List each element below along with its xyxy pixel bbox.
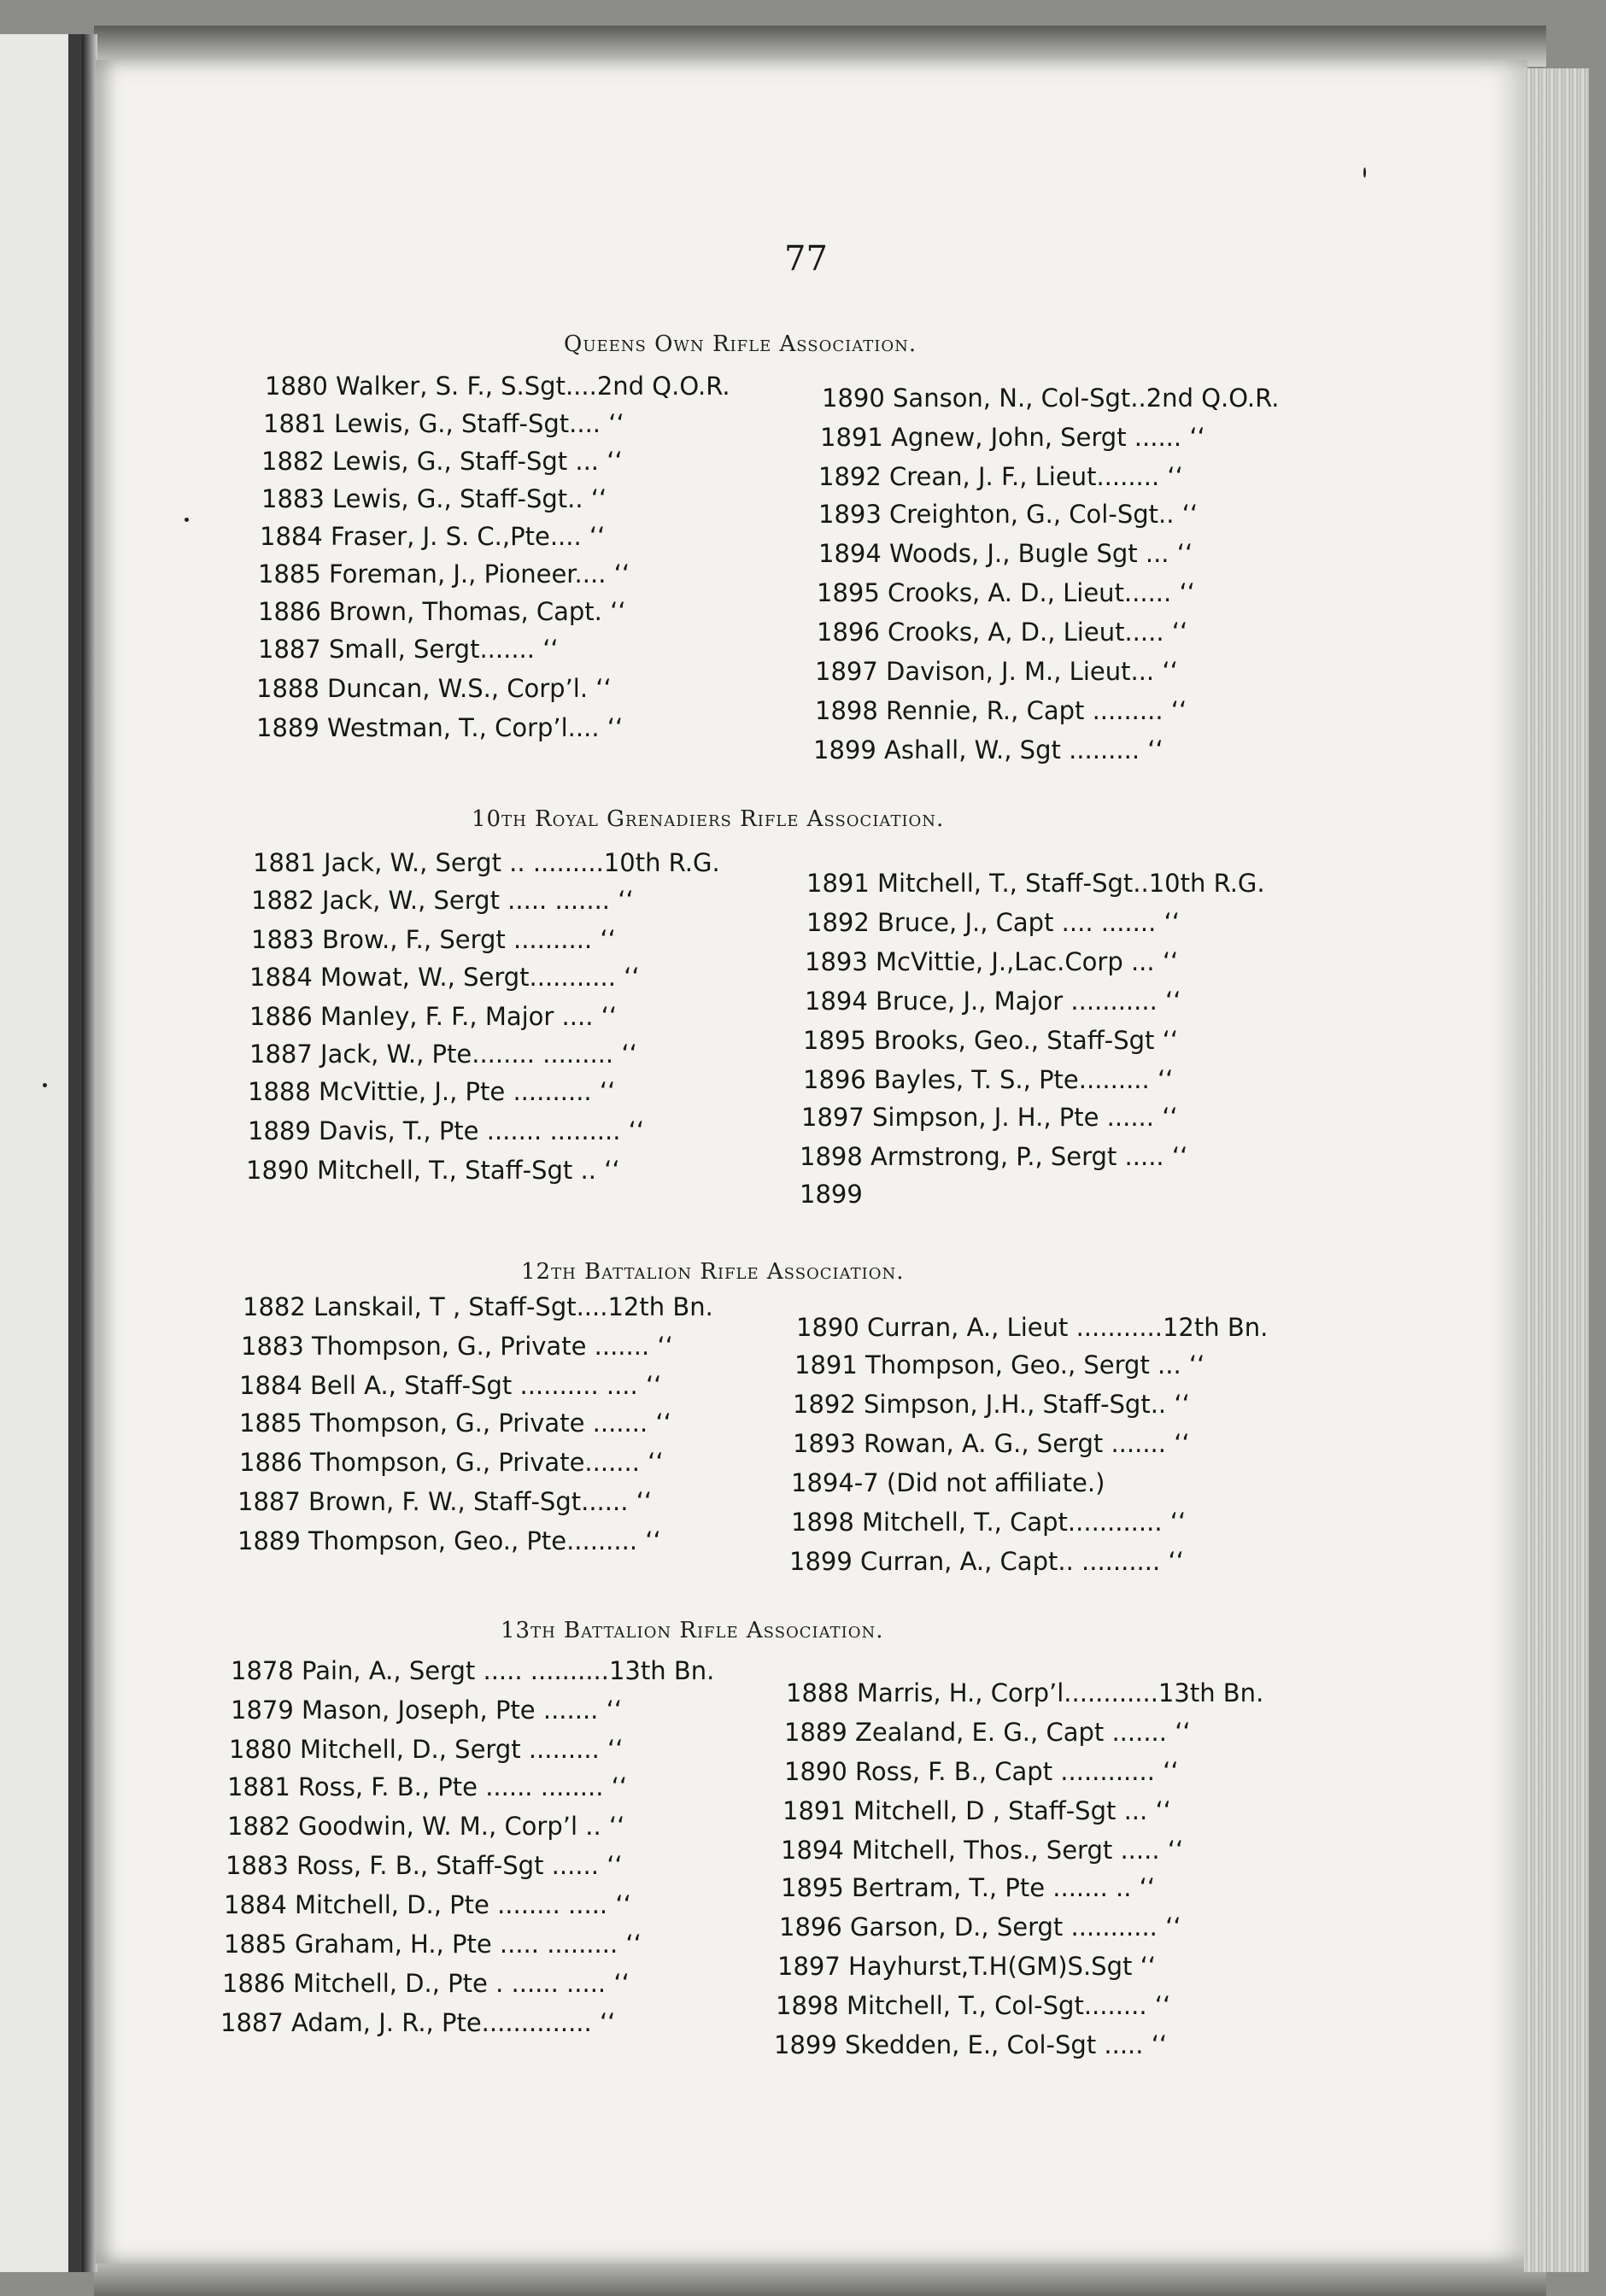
entry-line: 1890 Curran, A., Lieut ...........12th Bn. [796, 1313, 1269, 1342]
entry-line: 1894-7 (Did not affiliate.) [791, 1468, 1105, 1497]
entry-line: 1888 McVittie, J., Pte .......... ‘‘ [248, 1077, 616, 1106]
entry-line: 1898 Rennie, R., Capt ......... ‘‘ [815, 696, 1187, 725]
entry-line: 1891 Agnew, John, Sergt ...... ‘‘ [820, 423, 1205, 452]
entry-line: 1882 Goodwin, W. M., Corp’l .. ‘‘ [227, 1812, 625, 1841]
entry-line: 1898 Armstrong, P., Sergt ..... ‘‘ [800, 1142, 1188, 1171]
entry-line: 1893 Rowan, A. G., Sergt ....... ‘‘ [793, 1429, 1190, 1458]
entry-line: 1892 Bruce, J., Capt .... ....... ‘‘ [806, 908, 1180, 937]
entry-line: 1898 Mitchell, T., Col-Sgt........ ‘‘ [776, 1991, 1171, 2020]
entry-line: 1893 McVittie, J.,Lac.Corp ... ‘‘ [805, 947, 1179, 976]
entry-line: 1888 Duncan, W.S., Corp’l. ‘‘ [256, 674, 612, 703]
entry-line: 1886 Brown, Thomas, Capt. ‘‘ [258, 597, 626, 626]
entry-line: 1896 Bayles, T. S., Pte......... ‘‘ [803, 1065, 1174, 1094]
entry-line: 1890 Sanson, N., Col-Sgt..2nd Q.O.R. [822, 384, 1280, 413]
entry-line: 1882 Jack, W., Sergt ..... ....... ‘‘ [251, 886, 634, 915]
entry-line: 1894 Woods, J., Bugle Sgt ... ‘‘ [818, 539, 1193, 568]
entry-line: 1885 Thompson, G., Private ....... ‘‘ [239, 1409, 671, 1438]
entry-line: 1895 Bertram, T., Pte ....... .. ‘‘ [781, 1873, 1156, 1902]
entry-line: 1889 Davis, T., Pte ....... ......... ‘‘ [248, 1116, 645, 1145]
entry-line: 1899 [800, 1180, 863, 1209]
entry-line: 1881 Jack, W., Sergt .. .........10th R.G. [253, 848, 720, 877]
entry-line: 1899 Curran, A., Capt.. .......... ‘‘ [789, 1547, 1184, 1576]
entry-line: 1882 Lewis, G., Staff-Sgt ... ‘‘ [261, 447, 623, 476]
dust-speck [1363, 167, 1366, 178]
entry-line: 1899 Ashall, W., Sgt ......... ‘‘ [813, 735, 1163, 764]
entry-line: 1891 Mitchell, T., Staff-Sgt..10th R.G. [806, 869, 1265, 898]
entry-line: 1881 Lewis, G., Staff-Sgt.... ‘‘ [263, 409, 624, 438]
entry-line: 1891 Mitchell, D , Staff-Sgt ... ‘‘ [782, 1796, 1171, 1825]
entry-line: 1889 Zealand, E. G., Capt ....... ‘‘ [784, 1718, 1191, 1747]
entry-line: 1886 Thompson, G., Private....... ‘‘ [239, 1448, 664, 1477]
entry-line: 1884 Fraser, J. S. C.,Pte.... ‘‘ [260, 522, 606, 551]
entry-line: 1884 Mitchell, D., Pte ........ ..... ‘‘ [224, 1890, 631, 1919]
entry-line: 1898 Mitchell, T., Capt............ ‘‘ [791, 1508, 1187, 1537]
entry-line: 1886 Mitchell, D., Pte . ...... ..... ‘‘ [222, 1969, 630, 1998]
entry-line: 1885 Foreman, J., Pioneer.... ‘‘ [258, 559, 630, 589]
entry-line: 1897 Davison, J. M., Lieut... ‘‘ [815, 657, 1178, 686]
entry-line: 1896 Garson, D., Sergt ........... ‘‘ [779, 1912, 1181, 1942]
entry-line: 1897 Hayhurst,T.H(GM)S.Sgt ‘‘ [777, 1952, 1157, 1981]
entry-line: 1883 Ross, F. B., Staff-Sgt ...... ‘‘ [226, 1851, 623, 1880]
dust-speck [43, 1083, 47, 1087]
entry-line: 1884 Bell A., Staff-Sgt .......... .... ‘‘ [239, 1371, 662, 1400]
page-fore-edge [1524, 68, 1589, 2272]
entry-line: 1883 Thompson, G., Private ....... ‘‘ [241, 1332, 673, 1361]
entry-line: 1881 Ross, F. B., Pte ...... ........ ‘‘ [227, 1772, 628, 1801]
entry-line: 1896 Crooks, A, D., Lieut..... ‘‘ [817, 618, 1188, 647]
entry-line: 1892 Crean, J. F., Lieut........ ‘‘ [818, 462, 1183, 491]
entry-line: 1891 Thompson, Geo., Sergt ... ‘‘ [794, 1350, 1205, 1379]
entry-line: 1883 Lewis, G., Staff-Sgt.. ‘‘ [261, 484, 607, 513]
entry-line: 1890 Mitchell, T., Staff-Sgt .. ‘‘ [246, 1156, 620, 1185]
section-heading: 13th Battalion Rifle Association. [501, 1618, 884, 1643]
entry-line: 1892 Simpson, J.H., Staff-Sgt.. ‘‘ [793, 1390, 1190, 1419]
entry-line: 1887 Adam, J. R., Pte.............. ‘‘ [220, 2008, 616, 2037]
entry-line: 1895 Brooks, Geo., Staff-Sgt ‘‘ [803, 1026, 1179, 1055]
dust-speck [185, 518, 189, 522]
section-heading: 10th Royal Grenadiers Rifle Association. [472, 806, 945, 832]
section-heading: 12th Battalion Rifle Association. [521, 1259, 905, 1285]
entry-line: 1880 Walker, S. F., S.Sgt....2nd Q.O.R. [265, 372, 730, 401]
entry-line: 1889 Westman, T., Corp’l.... ‘‘ [256, 713, 624, 742]
page-number: 77 [784, 239, 828, 278]
entry-line: 1889 Thompson, Geo., Pte......... ‘‘ [237, 1526, 661, 1555]
entry-line: 1885 Graham, H., Pte ..... ......... ‘‘ [224, 1930, 642, 1959]
entry-line: 1879 Mason, Joseph, Pte ....... ‘‘ [231, 1696, 623, 1725]
entry-line: 1887 Brown, F. W., Staff-Sgt...... ‘‘ [237, 1487, 653, 1516]
entry-line: 1884 Mowat, W., Sergt........... ‘‘ [249, 963, 640, 992]
entry-line: 1893 Creighton, G., Col-Sgt.. ‘‘ [818, 500, 1199, 529]
entry-line: 1878 Pain, A., Sergt ..... ..........13th Bn. [231, 1656, 715, 1685]
entry-line: 1888 Marris, H., Corp’l............13th Bn. [786, 1678, 1264, 1707]
entry-line: 1880 Mitchell, D., Sergt ......... ‘‘ [229, 1735, 624, 1764]
entry-line: 1899 Skedden, E., Col-Sgt ..... ‘‘ [774, 2030, 1168, 2059]
entry-line: 1887 Jack, W., Pte........ ......... ‘‘ [249, 1040, 637, 1069]
entry-line: 1883 Brow., F., Sergt .......... ‘‘ [251, 925, 616, 954]
entry-line: 1894 Bruce, J., Major ........... ‘‘ [805, 987, 1181, 1016]
entry-line: 1894 Mitchell, Thos., Sergt ..... ‘‘ [781, 1836, 1184, 1865]
entry-line: 1882 Lanskail, T , Staff-Sgt....12th Bn. [243, 1292, 713, 1321]
entry-line: 1887 Small, Sergt....... ‘‘ [258, 635, 559, 664]
entry-line: 1890 Ross, F. B., Capt ............ ‘‘ [784, 1757, 1179, 1786]
section-heading: Queens Own Rifle Association. [564, 331, 917, 357]
entry-line: 1897 Simpson, J. H., Pte ...... ‘‘ [801, 1103, 1178, 1132]
entry-line: 1895 Crooks, A. D., Lieut...... ‘‘ [817, 578, 1195, 607]
entry-line: 1886 Manley, F. F., Major .... ‘‘ [249, 1002, 618, 1031]
